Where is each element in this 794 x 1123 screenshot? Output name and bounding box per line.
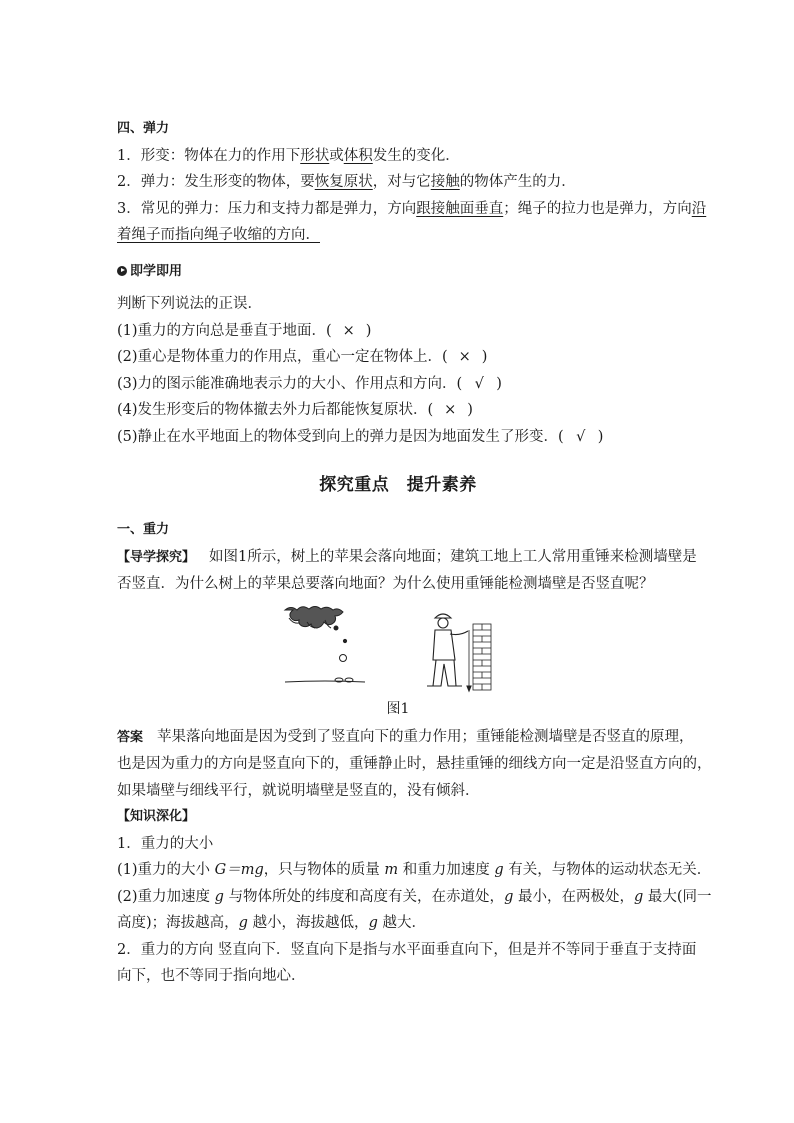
variable-g: g <box>633 888 644 905</box>
paren: ) <box>481 349 488 365</box>
text: 最小，在两极处， <box>517 888 634 905</box>
underlined-term: 恢复原状 <box>314 174 373 190</box>
text: 的物体产生的力． <box>459 174 576 190</box>
variable-g: g <box>214 888 224 905</box>
judgement-item <box>117 424 679 451</box>
text: (2)重力加速度 <box>117 888 211 905</box>
item-common-forces-cont <box>117 222 679 249</box>
underlined-term: 体积 <box>343 147 373 164</box>
size-item-2-line2 <box>117 910 679 937</box>
underlined-term: 跟接触面垂直 <box>416 200 504 217</box>
variable-m: m <box>384 862 399 878</box>
text: 高度)；海拔越高， <box>117 915 239 931</box>
brick-wall-illustration <box>473 624 491 690</box>
answer-text: 苹果落向地面是因为受到了竖直向下的重力作用；重锤能检测墙壁是否竖直的原理， <box>157 728 694 745</box>
judgement-mark: × <box>342 322 355 339</box>
judgement-item <box>117 397 679 424</box>
judgement-item <box>117 318 679 345</box>
paren: ) <box>597 428 604 445</box>
text: ；绳子的拉力也是弹力，方向 <box>503 200 692 217</box>
judgement-text: (2)重心是物体重力的作用点，重心一定在物体上．( <box>117 349 448 365</box>
practice-label <box>117 259 679 286</box>
practice-label-text: 即学即用 <box>130 263 183 279</box>
guide-text: 如图1所示，树上的苹果会落向地面；建筑工地上工人常用重锤来检测墙壁是 <box>209 548 697 565</box>
size-item-2-line1 <box>117 884 712 911</box>
text: 与物体所处的纬度和高度有关，在赤道处， <box>228 888 505 905</box>
play-circle-icon <box>117 266 127 276</box>
formula: G＝mg <box>214 862 264 878</box>
text: 越大． <box>382 915 426 931</box>
text: ，只与物体的质量 <box>263 862 380 878</box>
text: 越小，海拔越低， <box>252 915 369 931</box>
item-deformation <box>117 143 679 170</box>
paren: ) <box>496 375 502 392</box>
size-heading: 1．重力的大小 <box>117 835 214 852</box>
direction-line1: 2．重力的方向 竖直向下．竖直向下是指与水平面垂直向下，但是并不等同于垂直于支持面 <box>117 941 697 958</box>
judgement-text: (4)发生形变后的物体撤去外力后都能恢复原状．( <box>117 402 434 418</box>
paren: ) <box>365 322 372 339</box>
deepen-label: 【知识深化】 <box>117 809 196 824</box>
tree-illustration <box>285 606 365 682</box>
figure-illustration <box>117 604 679 696</box>
guide-label: 【导学探究】 <box>117 549 196 565</box>
text: 有关，与物体的运动状态无关． <box>508 862 712 878</box>
direction-line2: 向下，也不等同于指向地心． <box>117 968 306 984</box>
underlined-term: 沿 <box>691 200 707 217</box>
document-page <box>117 116 712 990</box>
text: 和重力加速度 <box>402 862 490 878</box>
text: (1)重力的大小 <box>117 862 211 878</box>
judgement-mark: √ <box>576 428 586 445</box>
variable-g: g <box>504 888 514 905</box>
text: 3．常见的弹力：压力和支持力都是弹力，方向 <box>117 200 417 217</box>
text: ，对与它 <box>372 174 431 190</box>
size-item-1 <box>117 857 712 884</box>
paren: ) <box>467 402 473 418</box>
judgement-item <box>117 344 679 371</box>
answer-line1 <box>117 724 694 752</box>
text: 发生的变化． <box>372 147 460 164</box>
figure-apple-and-plumb <box>117 604 679 696</box>
guide-paragraph-line2: 否竖直．为什么树上的苹果总要落向地面？为什么使用重锤能检测墙壁是否竖直呢？ <box>117 576 654 592</box>
judgement-text: (1)重力的方向总是垂直于地面．( <box>117 322 332 339</box>
answer-line2: 也是因为重力的方向是竖直向下的，重锤静止时，悬挂重锤的细线方向一定是沿竖直方向的， <box>117 756 712 772</box>
answer-label: 答案 <box>117 729 144 745</box>
judgement-mark: √ <box>474 375 484 392</box>
item-elastic-force <box>117 169 679 196</box>
variable-g: g <box>238 915 248 931</box>
underlined-term: 形状 <box>300 147 330 164</box>
underlined-term: 接触 <box>430 174 460 190</box>
text: 或 <box>329 147 344 164</box>
judgement-text: (5)静止在水平地面上的物体受到向上的弹力是因为地面发生了形变．( <box>117 428 564 445</box>
text: 2．弹力：发生形变的物体，要 <box>117 174 315 190</box>
worker-illustration <box>427 614 471 691</box>
figure-caption: 图1 <box>386 700 410 717</box>
gravity-heading: 一、重力 <box>117 522 170 537</box>
answer-line3: 如果墙壁与细线平行，就说明墙壁是竖直的，没有倾斜． <box>117 782 480 799</box>
judgement-text: (3)力的图示能准确地表示力的大小、作用点和方向．( <box>117 375 463 392</box>
guide-paragraph-line1 <box>117 544 697 572</box>
section-title: 探究重点 提升素养 <box>319 475 477 495</box>
item-common-forces <box>117 196 707 223</box>
text: 最大(同一 <box>647 888 712 905</box>
underlined-term: 着绳子而指向绳子收缩的方向． <box>117 227 320 243</box>
judgement-item <box>117 371 679 398</box>
section-heading-elasticity: 四、弹力 <box>117 121 170 136</box>
judgement-mark: × <box>458 349 471 365</box>
practice-intro: 判断下列说法的正误． <box>117 296 262 312</box>
variable-g: g <box>368 915 378 931</box>
judgement-mark: × <box>444 402 457 418</box>
variable-g: g <box>494 862 504 878</box>
text: 1．形变：物体在力的作用下 <box>117 147 301 164</box>
